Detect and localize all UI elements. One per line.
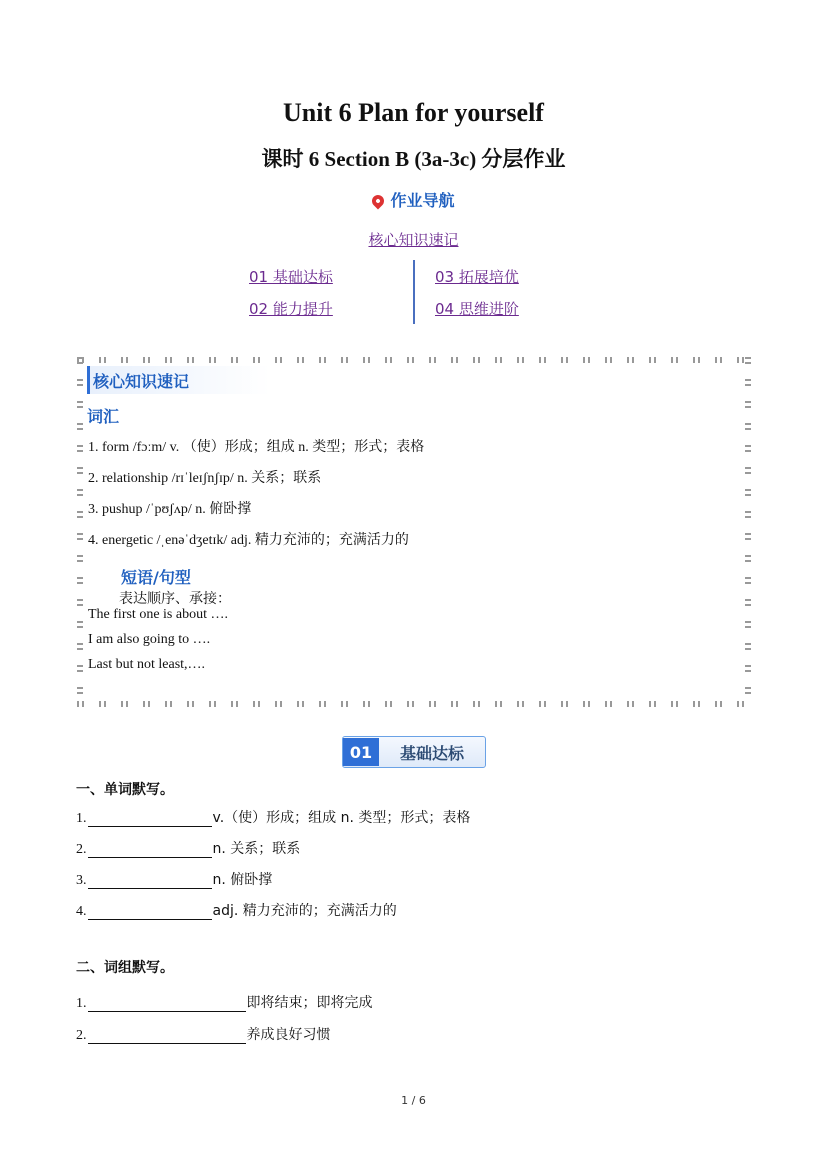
question-hint: 即将结束；即将完成 — [246, 995, 373, 1011]
question-number: 2. — [76, 1028, 87, 1043]
question-number: 3. — [76, 873, 87, 888]
question-line — [76, 869, 272, 889]
answer-blank[interactable] — [88, 874, 212, 889]
nav-link-01[interactable]: 01 基础达标 — [249, 268, 333, 286]
part1-heading: 一、单词默写。 — [76, 782, 174, 798]
question-line — [76, 1024, 331, 1044]
box-border-top — [77, 357, 751, 363]
question-number: 4. — [76, 904, 87, 919]
box-border-right — [745, 357, 751, 707]
box-heading: 核心知识速记 — [93, 372, 190, 391]
location-pin-icon — [370, 193, 387, 210]
answer-blank[interactable] — [88, 905, 212, 920]
question-line — [76, 807, 470, 827]
nav-link-04[interactable]: 04 思维进阶 — [435, 300, 519, 318]
vocab-item: 2. relationship /rɪˈleɪʃnʃɪp/ n. 关系；联系 — [88, 471, 322, 486]
page-title: Unit 6 Plan for yourself — [283, 98, 544, 127]
nav-link-03[interactable]: 03 拓展培优 — [435, 268, 519, 286]
question-hint: n. 俯卧撑 — [212, 872, 273, 888]
section-badge — [342, 736, 486, 768]
nav-link-core-knowledge[interactable]: 核心知识速记 — [368, 231, 459, 249]
section-badge-label: 基础达标 — [399, 743, 464, 763]
question-hint: 养成良好习惯 — [246, 1027, 331, 1043]
vocab-item: 4. energetic /ˌenəˈdʒetɪk/ adj. 精力充沛的；充满活力的 — [88, 533, 409, 548]
question-number: 2. — [76, 842, 87, 857]
question-number: 1. — [76, 996, 87, 1011]
nav-divider — [413, 260, 415, 324]
nav-link-02[interactable]: 02 能力提升 — [249, 300, 333, 318]
phrase-item: The first one is about …. — [88, 607, 228, 622]
phrase-intro: 表达顺序、承接： — [119, 591, 231, 607]
phrase-item: I am also going to …. — [88, 632, 211, 647]
homework-nav-heading: 作业导航 — [0, 188, 827, 211]
page-subtitle: 课时 6 Section B (3a-3c) 分层作业 — [261, 147, 566, 171]
vocab-item: 3. pushup /ˈpʊʃʌp/ n. 俯卧撑 — [88, 502, 252, 517]
question-line — [76, 838, 300, 858]
question-number: 1. — [76, 811, 87, 826]
phrase-heading: 短语/句型 — [121, 568, 191, 587]
question-hint: n. 关系；联系 — [212, 841, 301, 857]
question-line — [76, 992, 373, 1012]
section-badge-number: 01 — [343, 738, 379, 766]
answer-blank[interactable] — [88, 812, 212, 827]
vocab-heading: 词汇 — [87, 407, 120, 426]
question-hint: adj. 精力充沛的；充满活力的 — [212, 903, 397, 919]
part2-heading: 二、词组默写。 — [76, 960, 174, 976]
phrase-item: Last but not least,…. — [88, 657, 206, 672]
box-border-left — [77, 357, 83, 707]
page-number: 1 / 6 — [401, 1094, 426, 1107]
answer-blank[interactable] — [88, 997, 246, 1012]
box-border-bottom — [77, 701, 751, 707]
question-hint: v.（使）形成；组成 n. 类型；形式；表格 — [212, 810, 471, 826]
answer-blank[interactable] — [88, 1029, 246, 1044]
answer-blank[interactable] — [88, 843, 212, 858]
question-line — [76, 900, 397, 920]
core-knowledge-box — [77, 357, 751, 707]
vocab-item: 1. form /fɔːm/ v. （使）形成；组成 n. 类型；形式；表格 — [88, 440, 425, 455]
